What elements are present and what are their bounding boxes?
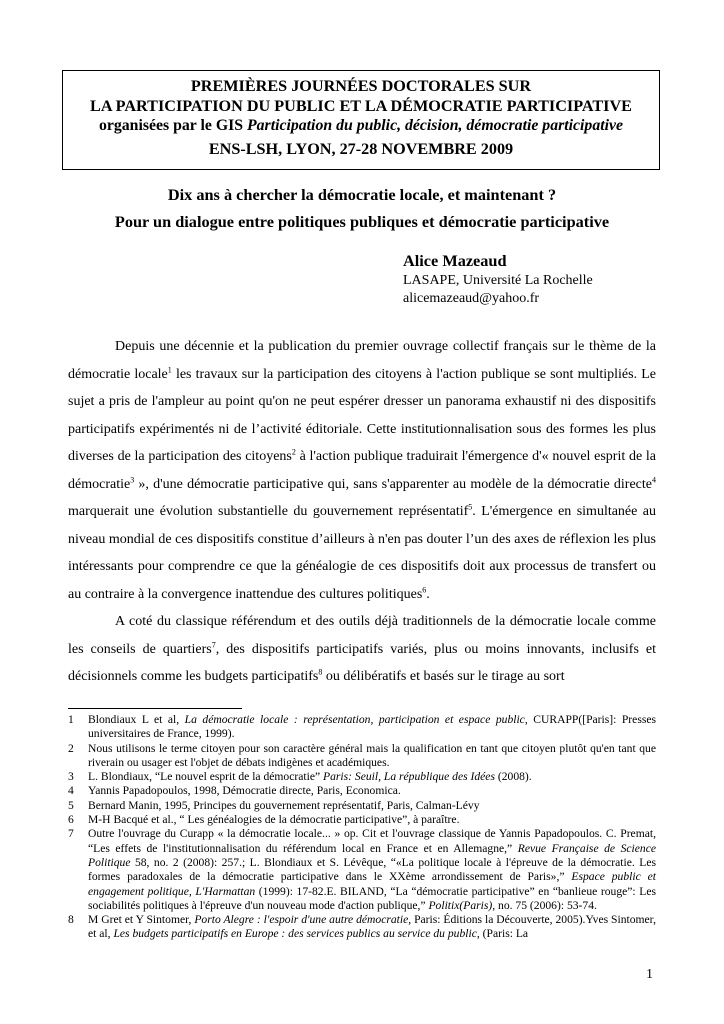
- footnote-ref[interactable]: 1: [167, 364, 172, 374]
- footnote: 2 Nous utilisons le terme citoyen pour son caractère général mais la qualification en tant que citoyen plutôt qu'en tant que riverain ou usager est l'objet de débats indigènes et académiques.: [68, 741, 656, 769]
- author-name: Alice Mazeaud: [403, 251, 507, 270]
- footnote-ref[interactable]: 2: [291, 447, 296, 457]
- footnote-ref[interactable]: 3: [130, 474, 135, 484]
- footnote-separator: [68, 708, 242, 709]
- page-number: 1: [646, 967, 653, 982]
- footnote: 5 Bernard Manin, 1995, Principes du gouvernement représentatif, Paris, Calman-Lévy: [68, 798, 480, 812]
- footnote: 7 Outre l'ouvrage du Curapp « la démocratie locale... » op. Cit et l'ouvrage classique de Yannis Papadopoulos. C. Premat, “Les effets de l'institutionnalisation du référendum local en France et en Allemagne,” Revue Française de Science Politique 58, no. 2 (2008): 257.; L. Blondiaux et S. Lévêque, “«La politique locale à l'épreuve de la démocratie. Les formes paradoxales de la démocratie participative dans le XXème arrondissement de Paris»,” Espace public et engagement politique, L'Harmattan (1999): 17-82.E. BILAND, “La “démocratie participative” en “banlieue rouge”: Les sociabilités politiques à l'épreuve d'un nouveau mode d'action publique,” Politix(Paris), no. 75 (2006): 53-74.: [68, 827, 656, 912]
- footnote-ref[interactable]: 4: [652, 474, 656, 484]
- header-line-2: LA PARTICIPATION DU PUBLIC ET LA DÉMOCRATIE PARTICIPATIVE: [90, 97, 632, 115]
- paragraph-2: A coté du classique référendum et des outils déjà traditionnels de la démocratie locale comme les conseils de quartiers$^7$, des dispositifs participatifs variés, plus ou moins innovants, inclusifs et décisionnels comme les budgets participatifs$^8$ ou délibératifs et basés sur le tirage au sort: [68, 614, 656, 684]
- footnote: 6 M-H Bacqué et al., “ Les généalogies de la démocratie participative”, à paraître.: [68, 813, 460, 827]
- header-line-3: organisées par le GIS Participation du public, décision, démocratie participative: [98, 117, 624, 134]
- author-affiliation: LASAPE, Université La Rochelle: [403, 273, 593, 288]
- footnotes: [68, 713, 656, 942]
- author-email: alicemazeaud@yahoo.fr: [403, 291, 540, 306]
- footnote-ref[interactable]: 6: [422, 584, 427, 594]
- footnote: 4 Yannis Papadopoulos, 1998, Démocratie directe, Paris, Economica.: [68, 784, 401, 798]
- paper-title: Dix ans à chercher la démocratie locale, et maintenant ?: [167, 185, 557, 204]
- header-line-4: ENS-LSH, LYON, 27-28 NOVEMBRE 2009: [208, 140, 514, 158]
- footnote-ref[interactable]: 5: [468, 502, 473, 512]
- footnote-ref[interactable]: 8: [318, 667, 323, 677]
- paper-subtitle: Pour un dialogue entre politiques publiques et démocratie participative: [114, 212, 610, 231]
- header-line-1: PREMIÈRES JOURNÉES DOCTORALES SUR: [190, 77, 532, 95]
- footnote: 1 Blondiaux L et al, La démocratie locale : représentation, participation et espace public, CURAPP([Paris]: Presses universitaires de France, 1999).: [68, 713, 656, 741]
- conference-header-box: [62, 70, 660, 170]
- footnote: 3 L. Blondiaux, “Le nouvel esprit de la démocratie” Paris: Seuil, La république des Idées (2008).: [68, 770, 532, 784]
- footnote-ref[interactable]: 7: [211, 639, 216, 649]
- body-text: [68, 333, 656, 691]
- footnote: 8 M Gret et Y Sintomer, Porto Alegre : l'espoir d'une autre démocratie, Paris: Éditions la Découverte, 2005).Yves Sintomer, et al, Les budgets participatifs en Europe : des services publics au service du public, (Paris: La: [68, 913, 656, 941]
- author-block: [403, 250, 593, 308]
- paragraph-1: Depuis une décennie et la publication du premier ouvrage collectif français sur le thème de la démocratie locale$^1$ les travaux sur la participation des citoyens à l'action publique se sont multipliés. Le sujet a pris de l'ampleur au point qu'on ne peut espérer dresser un panorama exhaustif ni des dispositifs participatifs expérimentés ni de l’activité éditoriale. Cette institutionnalisation sous des formes les plus diverses de la participation des citoyens$^2$ à l'action publique traduirait l'émergence d'« nouvel esprit de la démocratie$^3$ », d'une démocratie participative qui, sans s'apparenter au modèle de la démocratie directe$^4$ marquerait une évolution substantielle du gouvernement représentatif$^5$. L'émergence en simultanée au niveau mondial de ces dispositifs constitue d’ailleurs à n'en pas douter l’un des axes de réflexion les plus intéressants pour comprendre ce que la généalogie de ces dispositifs doit aux processus de transfert ou au contraire à la convergence inattendue des cultures politiques$^6$.: [68, 339, 657, 602]
